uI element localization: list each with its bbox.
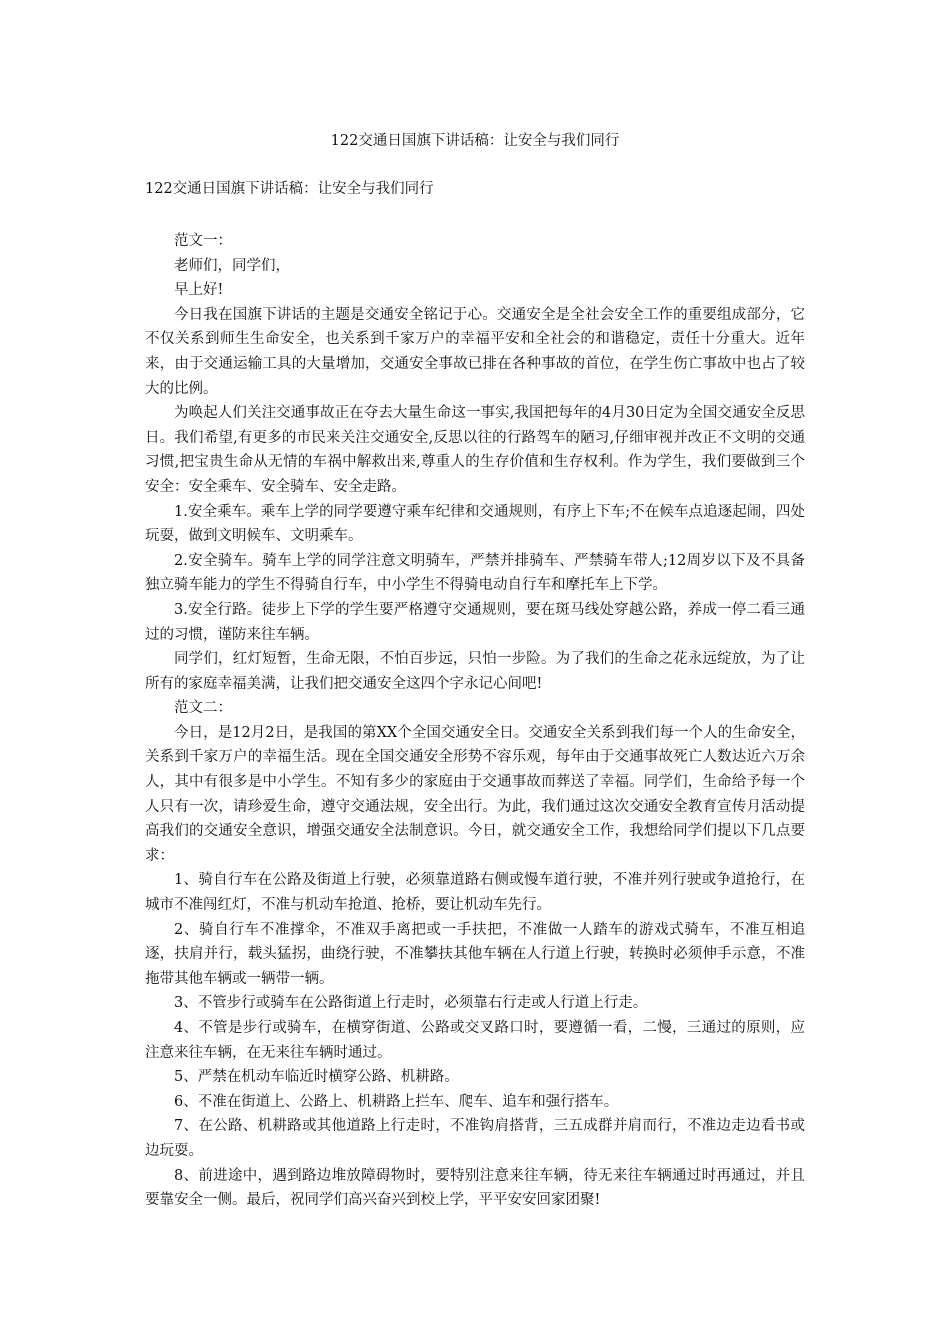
paragraph: 8、前进途中，遇到路边堆放障碍物时，要特别注意来往车辆，待无来往车辆通过时再通过，并且要靠安全一侧。最后，祝同学们高兴奋兴到校上学，平平安安回家团聚!	[145, 1167, 805, 1209]
paragraph: 3、不管步行或骑车在公路街道上行走时，必须靠右行走或人行道上行走。	[174, 995, 648, 1012]
paragraph: 7、在公路、机耕路或其他道路上行走时，不准钩肩搭背，三五成群并肩而行，不准边走边看书或边玩耍。	[145, 1118, 805, 1159]
document-subtitle: 122交通日国旗下讲话稿：让安全与我们同行	[145, 181, 434, 197]
paragraph: 2、骑自行车不准撑伞，不准双手离把或一手扶把，不准做一人踏车的游戏式骑车，不准互相追逐，扶肩并行，载头猛拐，曲绕行驶，不准攀扶其他车辆在人行道上行驶，转换时必须伸手示意，不准拖带其他车辆或一辆带一辆。	[145, 921, 805, 987]
paragraph: 老师们，同学们，	[174, 257, 290, 274]
paragraph: 今日我在国旗下讲话的主题是交通安全铭记于心。交通安全是全社会安全工作的重要组成部分，它不仅关系到师生生命安全，也关系到千家万户的幸福平安和全社会的和谐稳定，责任十分重大。近年来，由于交通运输工具的大量增加，交通安全事故已排在各种事故的首位，在学生伤亡事故中也占了较大的比例。	[145, 306, 805, 397]
paragraph: 范文一：	[174, 233, 232, 249]
paragraph: 范文二：	[174, 700, 232, 717]
paragraph: 5、严禁在机动车临近时横穿公路、机耕路。	[174, 1069, 459, 1086]
document-body	[145, 229, 805, 1213]
paragraph: 4、不管是步行或骑车，在横穿街道、公路或交叉路口时，要遵循一看，二慢，三通过的原则，应注意来往车辆，在无来往车辆时通过。	[145, 1020, 805, 1061]
paragraph: 2.安全骑车。骑车上学的同学注意文明骑车，严禁并排骑车、严禁骑车带人;12周岁以下及不具备独立骑车能力的学生不得骑自行车，中小学生不得骑电动自行车和摩托车上下学。	[145, 552, 805, 594]
paragraph: 3.安全行路。徒步上下学的学生要严格遵守交通规则，要在斑马线处穿越公路，养成一停二看三通过的习惯，谨防来往车辆。	[145, 601, 805, 643]
paragraph: 早上好!	[174, 282, 224, 299]
paragraph: 今日，是12月2日，是我国的第XX个全国交通安全日。交通安全关系到我们每一个人的生命安全，关系到千家万户的幸福生活。现在全国交通安全形势不容乐观，每年由于交通事故死亡人数达近六万余人，其中有很多是中小学生。不知有多少的家庭由于交通事故而葬送了幸福。同学们，生命给予每一个人只有一次，请珍爱生命，遵守交通法规，安全出行。为此，我们通过这次交通安全教育宣传月活动提高我们的交通安全意识，增强交通安全法制意识。今日，就交通安全工作，我想给同学们提以下几点要求：	[145, 724, 805, 864]
document-title: 122交通日国旗下讲话稿：让安全与我们同行	[330, 133, 620, 149]
paragraph: 1.安全乘车。乘车上学的同学要遵守乘车纪律和交通规则，有序上下车;不在候车点追逐起闹，四处玩耍，做到文明候车、文明乘车。	[145, 503, 805, 545]
paragraph: 同学们，红灯短暂，生命无限，不怕百步远，只怕一步险。为了我们的生命之花永远绽放，为了让所有的家庭幸福美满，让我们把交通安全这四个字永记心间吧!	[145, 651, 805, 692]
paragraph: 6、不准在街道上、公路上、机耕路上拦车、爬车、追车和强行搭车。	[174, 1093, 619, 1110]
paragraph: 为唤起人们关注交通事故正在夺去大量生命这一事实,我国把每年的4月30日定为全国交通安全反思日。我们希望,有更多的市民来关注交通安全,反思以往的行路驾车的陋习,仔细审视并改正不文明的交通习惯,把宝贵生命从无情的车祸中解救出来,尊重人的生存价值和生存权利。作为学生，我们要做到三个安全：安全乘车、安全骑车、安全走路。	[145, 405, 805, 495]
paragraph: 1、骑自行车在公路及街道上行驶，必须靠道路右侧或慢车道行驶，不准并列行驶或争道抢行，在城市不准闯红灯，不准与机动车抢道、抢桥，要让机动车先行。	[145, 872, 805, 914]
